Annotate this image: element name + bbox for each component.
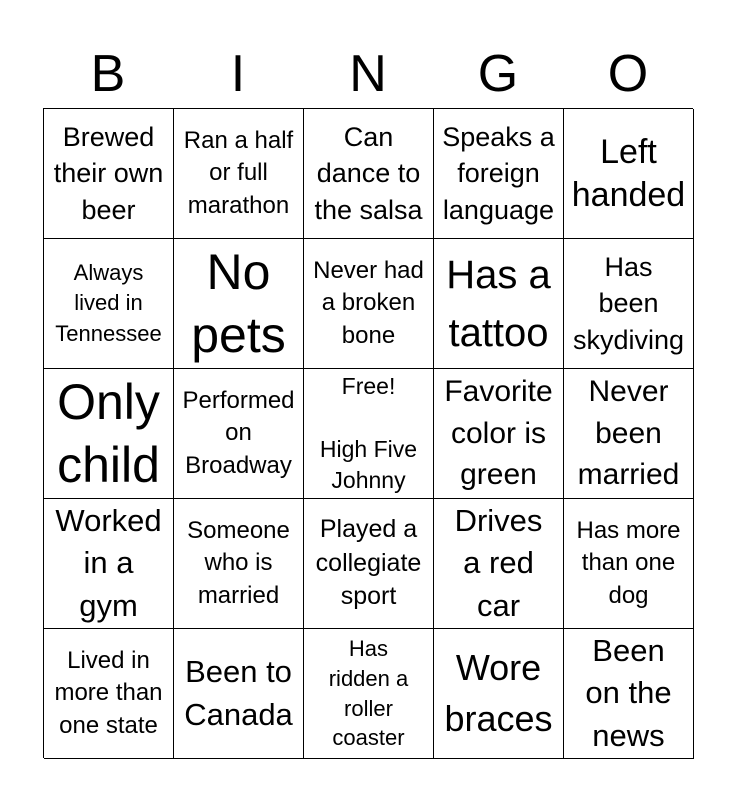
bingo-cell[interactable] xyxy=(44,499,174,629)
cell-text: Played a collegiate sport xyxy=(315,515,422,611)
bingo-cell[interactable] xyxy=(304,109,434,239)
header-letter-b: B xyxy=(90,45,126,103)
cell-text: Ran a half or full marathon xyxy=(183,127,294,219)
cell-text: Performed on Broadway xyxy=(182,387,295,479)
bingo-cell[interactable] xyxy=(304,499,434,629)
bingo-header xyxy=(43,40,693,108)
cell-text: Lived in more than one state xyxy=(54,647,163,739)
cell-text: Brewed their own beer xyxy=(53,121,164,225)
bingo-cell[interactable] xyxy=(44,239,174,369)
bingo-cell[interactable] xyxy=(434,629,564,759)
bingo-cell[interactable] xyxy=(44,109,174,239)
cell-text: Been to Canada xyxy=(184,654,293,732)
bingo-cell[interactable] xyxy=(434,109,564,239)
cell-text: Been on the news xyxy=(585,633,672,753)
bingo-cell[interactable] xyxy=(304,629,434,759)
cell-text: Has been skydiving xyxy=(572,251,685,355)
bingo-cell[interactable] xyxy=(174,109,304,239)
header-letter-i: I xyxy=(230,45,246,103)
free-space-cell[interactable] xyxy=(304,369,434,499)
cell-text: Always lived in Tennessee xyxy=(55,260,162,346)
bingo-cell[interactable] xyxy=(434,239,564,369)
cell-text: Drives a red car xyxy=(454,503,543,623)
bingo-cell[interactable] xyxy=(434,369,564,499)
header-letter-g: G xyxy=(477,45,519,103)
bingo-cell[interactable] xyxy=(564,369,694,499)
bingo-cell[interactable] xyxy=(44,629,174,759)
bingo-cell[interactable] xyxy=(174,369,304,499)
cell-text: Speaks a foreign language xyxy=(442,121,555,225)
cell-text: Only child xyxy=(57,374,160,493)
bingo-cell[interactable] xyxy=(174,239,304,369)
cell-text: Worked in a gym xyxy=(55,503,162,623)
bingo-cell[interactable] xyxy=(174,629,304,759)
cell-text: Never been married xyxy=(577,375,680,492)
free-space-text: Free! High Five Johnny xyxy=(319,373,418,493)
bingo-cell[interactable] xyxy=(434,499,564,629)
cell-text: Left handed xyxy=(571,133,686,214)
cell-text: Can dance to the salsa xyxy=(314,121,423,225)
cell-text: No pets xyxy=(191,244,286,363)
bingo-cell[interactable] xyxy=(174,499,304,629)
bingo-board xyxy=(43,108,693,758)
bingo-cell[interactable] xyxy=(564,239,694,369)
cell-text: Has a tattoo xyxy=(446,252,551,355)
cell-text: Someone who is married xyxy=(187,517,290,609)
header-letter-o: O xyxy=(607,45,649,103)
cell-text: Favorite color is green xyxy=(444,375,553,492)
bingo-cell[interactable] xyxy=(304,239,434,369)
bingo-cell[interactable] xyxy=(564,109,694,239)
bingo-cell[interactable] xyxy=(564,629,694,759)
cell-text: Never had a broken bone xyxy=(313,257,424,349)
bingo-cell[interactable] xyxy=(564,499,694,629)
cell-text: Has more than one dog xyxy=(576,517,681,609)
header-letter-n: N xyxy=(349,45,387,103)
cell-text: Has ridden a roller coaster xyxy=(328,635,409,751)
bingo-cell[interactable] xyxy=(44,369,174,499)
cell-text: Wore braces xyxy=(444,647,553,739)
